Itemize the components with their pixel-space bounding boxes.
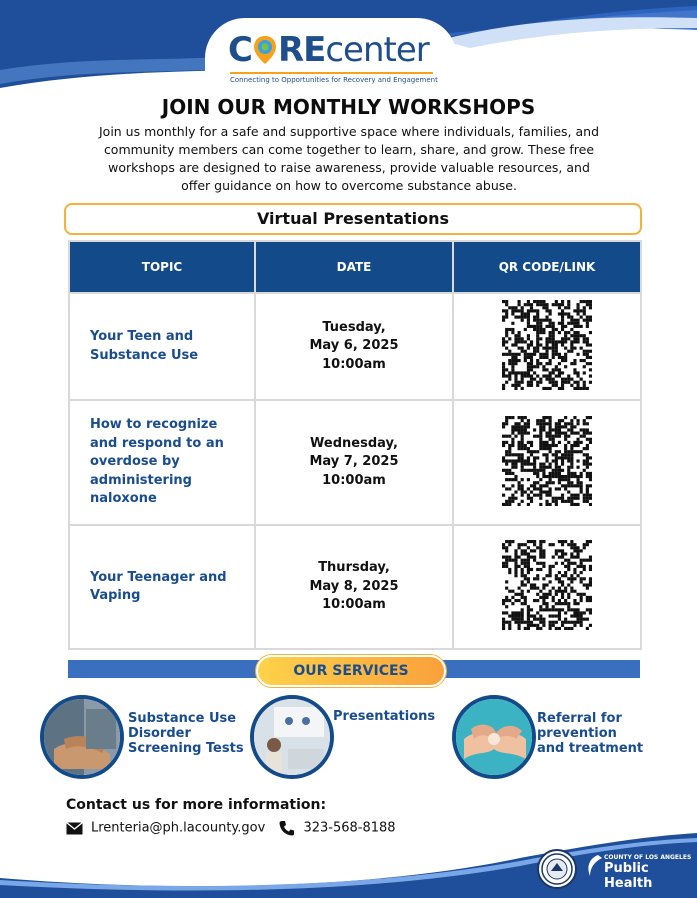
page-title: JOIN OUR MONTHLY WORKSHOPS	[161, 95, 536, 119]
date-cell	[255, 293, 453, 400]
presentation-photo-icon	[254, 699, 330, 775]
virtual-presentations-heading: Virtual Presentations	[64, 203, 642, 235]
logo-tagline: Connecting to Opportunities for Recovery and Engagement	[230, 76, 438, 84]
hands-photo-icon	[44, 699, 120, 775]
service-presentations-label: Presentations	[333, 709, 436, 724]
topic-cell: Your Teenager and Vaping	[69, 525, 255, 649]
table-row	[69, 525, 641, 649]
location-pin-icon	[252, 35, 278, 65]
contact-heading: Contact us for more information:	[66, 797, 327, 813]
header-date: DATE	[255, 241, 453, 293]
qr-code-image[interactable]	[502, 540, 592, 630]
county-seal-logo	[537, 849, 577, 889]
qr-cell	[453, 525, 641, 649]
service-screening-label: Substance Use Disorder Screening Tests	[128, 711, 244, 756]
date-cell	[255, 400, 453, 525]
date-day: Wednesday,	[310, 435, 398, 451]
qr-code-image[interactable]	[502, 416, 592, 506]
ph-public-health-text: Public Health	[604, 861, 653, 891]
logo-core-re: RE	[277, 30, 326, 70]
logo-underline	[230, 72, 433, 74]
ph-county-text: COUNTY OF LOS ANGELES	[604, 854, 692, 861]
referral-photo	[452, 695, 536, 779]
date-time: 10:00am	[322, 356, 386, 372]
presentations-photo	[250, 695, 334, 779]
qr-cell	[453, 400, 641, 525]
contact-email-link[interactable]: Lrenteria@ph.lacounty.gov	[91, 820, 266, 836]
screening-photo	[40, 695, 124, 779]
corecenter-logo	[228, 30, 429, 70]
service-referral-label: Referral for prevention and treatment	[537, 711, 644, 756]
our-services-heading: OUR SERVICES	[256, 655, 446, 687]
date-day: Tuesday,	[322, 319, 386, 335]
logo-center-word: center	[325, 30, 429, 70]
public-health-swoosh-icon	[584, 854, 604, 878]
date-time: 10:00am	[322, 597, 386, 613]
public-health-logo	[586, 854, 697, 891]
header-topic: TOPIC	[69, 241, 255, 293]
topic-cell: How to recognize and respond to an overdose by administering naloxone	[69, 400, 255, 525]
table-row	[69, 293, 641, 400]
intro-paragraph: Join us monthly for a safe and supportive space where individuals, families, and community members can come together to learn, share, and grow. These free workshops are designed to raise awareness, provide valuable resources, and offer guidance on how to overcome substance abuse.	[98, 124, 600, 193]
topic-cell: Your Teen and Substance Use	[69, 293, 255, 400]
date-cell	[255, 525, 453, 649]
date-time: 10:00am	[322, 472, 386, 488]
date-date: May 8, 2025	[309, 578, 399, 594]
date-date: May 6, 2025	[309, 338, 399, 354]
date-day: Thursday,	[318, 560, 390, 576]
date-date: May 7, 2025	[309, 454, 399, 470]
seal-emblem-icon	[539, 851, 575, 887]
qr-cell	[453, 293, 641, 400]
table-row	[69, 400, 641, 525]
logo-core-c: C	[228, 30, 252, 70]
hands-together-icon	[456, 699, 532, 775]
workshop-schedule-table	[68, 240, 642, 650]
qr-code-image[interactable]	[502, 300, 592, 390]
contact-phone-number[interactable]: 323-568-8188	[303, 820, 396, 836]
table-header-row	[69, 241, 641, 293]
header-qr-link: QR CODE/LINK	[453, 241, 641, 293]
